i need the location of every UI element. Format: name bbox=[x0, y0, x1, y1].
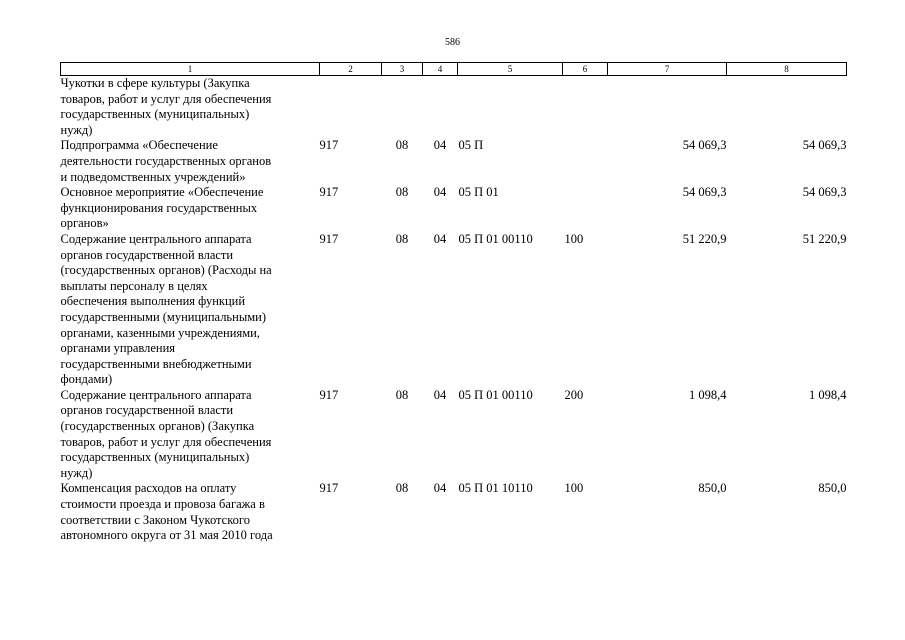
row-name-line: и подведомственных учреждений» bbox=[60, 169, 246, 184]
section-code: 08 bbox=[395, 231, 409, 246]
ministry-code: 917 bbox=[319, 387, 339, 402]
target-article-code: 05 П 01 00110 bbox=[458, 387, 533, 402]
row-name-line: государственными (муниципальными) bbox=[60, 309, 266, 324]
subsection-code: 04 bbox=[433, 481, 447, 496]
row-name-line: органами, казенными учреждениями, bbox=[60, 325, 260, 340]
row-name-line: выплаты персоналу в целях bbox=[60, 278, 208, 293]
row-name-line: Основное мероприятие «Обеспечение bbox=[60, 185, 264, 200]
row-name bbox=[61, 138, 320, 185]
amount-year-1 bbox=[608, 76, 727, 139]
target-article-code: 05 П 01 10110 bbox=[458, 481, 533, 496]
header-col-5: 5 bbox=[458, 63, 563, 76]
row-name-line: деятельности государственных органов bbox=[60, 153, 272, 168]
row-name-line: автономного округа от 31 мая 2010 года bbox=[60, 528, 273, 543]
expense-type-code bbox=[563, 185, 608, 232]
row-name-line: товаров, работ и услуг для обеспечения bbox=[60, 434, 272, 449]
table-row bbox=[61, 185, 847, 232]
header-col-4: 4 bbox=[423, 63, 458, 76]
section-code: 08 bbox=[395, 387, 409, 402]
row-name-line: обеспечения выполнения функций bbox=[60, 294, 246, 309]
section-code: 08 bbox=[395, 481, 409, 496]
amount-year-2: 850,0 bbox=[818, 481, 847, 496]
row-name-line: органов государственной власти bbox=[60, 247, 234, 262]
section-code: 08 bbox=[395, 138, 409, 153]
row-name-line: нужд) bbox=[60, 122, 93, 137]
row-name-line: государственных (муниципальных) bbox=[60, 107, 250, 122]
row-name bbox=[61, 185, 320, 232]
subsection-code: 04 bbox=[433, 138, 447, 153]
header-col-1: 1 bbox=[61, 63, 320, 76]
page-number: 586 bbox=[445, 37, 460, 48]
header-col-8: 8 bbox=[727, 63, 847, 76]
table-row bbox=[61, 388, 847, 482]
row-name-line: Содержание центрального аппарата bbox=[60, 387, 252, 402]
expense-type-code bbox=[563, 76, 608, 139]
section-code: 08 bbox=[395, 185, 409, 200]
subsection-code bbox=[423, 76, 458, 139]
row-name-line: Подпрограмма «Обеспечение bbox=[60, 138, 218, 153]
row-name-line: органами управления bbox=[60, 341, 176, 356]
row-name-line: стоимости проезда и провоза багажа в bbox=[60, 497, 265, 512]
target-article-code bbox=[458, 76, 563, 139]
row-name bbox=[61, 232, 320, 388]
row-name-line: органов государственной власти bbox=[60, 403, 234, 418]
row-name-line: органов» bbox=[60, 216, 109, 231]
table-row bbox=[61, 76, 847, 139]
row-name bbox=[61, 481, 320, 543]
amount-year-1: 51 220,9 bbox=[682, 231, 727, 246]
target-article-code: 05 П bbox=[458, 138, 484, 153]
table-row bbox=[61, 232, 847, 388]
header-col-6: 6 bbox=[563, 63, 608, 76]
subsection-code: 04 bbox=[433, 185, 447, 200]
amount-year-2: 54 069,3 bbox=[802, 185, 847, 200]
amount-year-2: 51 220,9 bbox=[802, 231, 847, 246]
target-article-code: 05 П 01 00110 bbox=[458, 231, 533, 246]
amount-year-1: 54 069,3 bbox=[682, 185, 727, 200]
expense-type-code: 100 bbox=[564, 481, 584, 496]
expense-type-code: 200 bbox=[564, 387, 584, 402]
amount-year-2: 54 069,3 bbox=[802, 138, 847, 153]
table-row bbox=[61, 481, 847, 543]
column-number-header bbox=[61, 63, 847, 76]
amount-year-1: 850,0 bbox=[698, 481, 727, 496]
row-name-line: Компенсация расходов на оплату bbox=[60, 481, 237, 496]
budget-table bbox=[60, 62, 847, 544]
row-name-line: Чукотки в сфере культуры (Закупка bbox=[60, 76, 250, 90]
row-name-line: (государственных органов) (Закупка bbox=[60, 419, 255, 434]
ministry-code bbox=[320, 76, 382, 139]
amount-year-1: 1 098,4 bbox=[689, 387, 727, 402]
row-name-line: (государственных органов) (Расходы на bbox=[60, 263, 272, 278]
amount-year-1: 54 069,3 bbox=[682, 138, 727, 153]
row-name-line: соответствии с Законом Чукотского bbox=[60, 512, 250, 527]
ministry-code: 917 bbox=[319, 231, 339, 246]
header-col-3: 3 bbox=[382, 63, 423, 76]
ministry-code: 917 bbox=[319, 138, 339, 153]
amount-year-2: 1 098,4 bbox=[809, 387, 847, 402]
subsection-code: 04 bbox=[433, 231, 447, 246]
row-name-line: товаров, работ и услуг для обеспечения bbox=[60, 91, 272, 106]
row-name bbox=[61, 76, 320, 139]
ministry-code: 917 bbox=[319, 481, 339, 496]
row-name-line: государственными внебюджетными bbox=[60, 356, 252, 371]
row-name bbox=[61, 388, 320, 482]
subsection-code: 04 bbox=[433, 387, 447, 402]
ministry-code: 917 bbox=[319, 185, 339, 200]
header-col-2: 2 bbox=[320, 63, 382, 76]
expense-type-code bbox=[563, 138, 608, 185]
table-row bbox=[61, 138, 847, 185]
row-name-line: Содержание центрального аппарата bbox=[60, 231, 252, 246]
amount-year-2 bbox=[727, 76, 847, 139]
expense-type-code: 100 bbox=[564, 231, 584, 246]
table-body bbox=[61, 76, 847, 544]
row-name-line: функционирования государственных bbox=[60, 200, 258, 215]
row-name-line: фондами) bbox=[60, 372, 113, 387]
target-article-code: 05 П 01 bbox=[458, 185, 499, 200]
section-code bbox=[382, 76, 423, 139]
row-name-line: нужд) bbox=[60, 465, 93, 480]
row-name-line: государственных (муниципальных) bbox=[60, 450, 250, 465]
header-col-7: 7 bbox=[608, 63, 727, 76]
